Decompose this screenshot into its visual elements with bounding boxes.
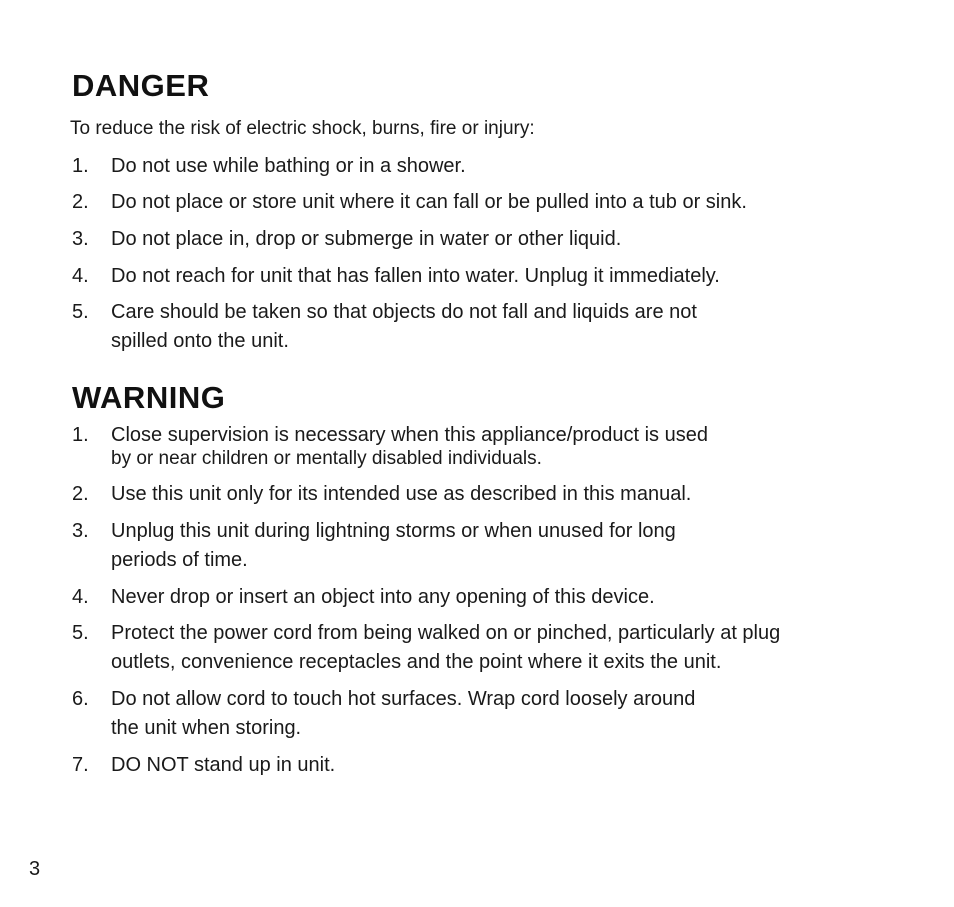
danger-list-item-4	[72, 262, 932, 291]
danger-list-item-5	[72, 298, 932, 356]
list-number: 4.	[72, 265, 89, 287]
list-number: 1.	[72, 424, 89, 446]
danger-heading: DANGER	[72, 68, 210, 103]
danger-list-item-1	[72, 152, 932, 181]
list-text-continued: the unit when storing.	[111, 717, 302, 739]
danger-list-item-2	[72, 188, 932, 217]
list-number: 1.	[72, 155, 89, 177]
list-text: DO NOT stand up in unit.	[111, 754, 336, 776]
list-number: 3.	[72, 228, 89, 250]
list-text: Never drop or insert an object into any opening of this device.	[111, 586, 655, 608]
list-text: Do not reach for unit that has fallen into water. Unplug it immediately.	[111, 265, 720, 287]
list-text: Care should be taken so that objects do not fall and liquids are not	[111, 301, 697, 323]
list-text-continued: outlets, convenience receptacles and the point where it exits the unit.	[111, 651, 722, 673]
list-text: Do not place or store unit where it can fall or be pulled into a tub or sink.	[111, 191, 747, 213]
warning-list-item-3	[72, 517, 932, 575]
warning-list-item-6	[72, 685, 932, 743]
list-number: 7.	[72, 754, 89, 776]
warning-list-item-2	[72, 480, 932, 509]
warning-list-item-1	[72, 423, 932, 471]
list-text: Unplug this unit during lightning storms or when unused for long	[111, 520, 676, 542]
warning-list-item-5	[72, 619, 932, 677]
list-text-continued: by or near children or mentally disabled individuals.	[111, 448, 542, 469]
list-text: Do not allow cord to touch hot surfaces. Wrap cord loosely around	[111, 688, 696, 710]
list-text: Do not use while bathing or in a shower.	[111, 155, 466, 177]
danger-list-item-3	[72, 225, 932, 254]
list-number: 3.	[72, 520, 89, 542]
list-number: 5.	[72, 301, 89, 323]
danger-intro: To reduce the risk of electric shock, burns, fire or injury:	[70, 118, 535, 139]
list-text: Use this unit only for its intended use as described in this manual.	[111, 483, 692, 505]
warning-list-item-7	[72, 751, 932, 780]
warning-heading: WARNING	[72, 380, 226, 415]
warning-list-item-4	[72, 583, 932, 612]
list-number: 4.	[72, 586, 89, 608]
list-text: Close supervision is necessary when this appliance/product is used	[111, 424, 708, 446]
list-number: 2.	[72, 483, 89, 505]
list-number: 5.	[72, 622, 89, 644]
list-text: Do not place in, drop or submerge in water or other liquid.	[111, 228, 622, 250]
list-text-continued: spilled onto the unit.	[111, 330, 289, 352]
list-number: 6.	[72, 688, 89, 710]
page-number: 3	[29, 858, 41, 880]
list-text: Protect the power cord from being walked on or pinched, particularly at plug	[111, 622, 781, 644]
list-text-continued: periods of time.	[111, 549, 248, 571]
list-number: 2.	[72, 191, 89, 213]
